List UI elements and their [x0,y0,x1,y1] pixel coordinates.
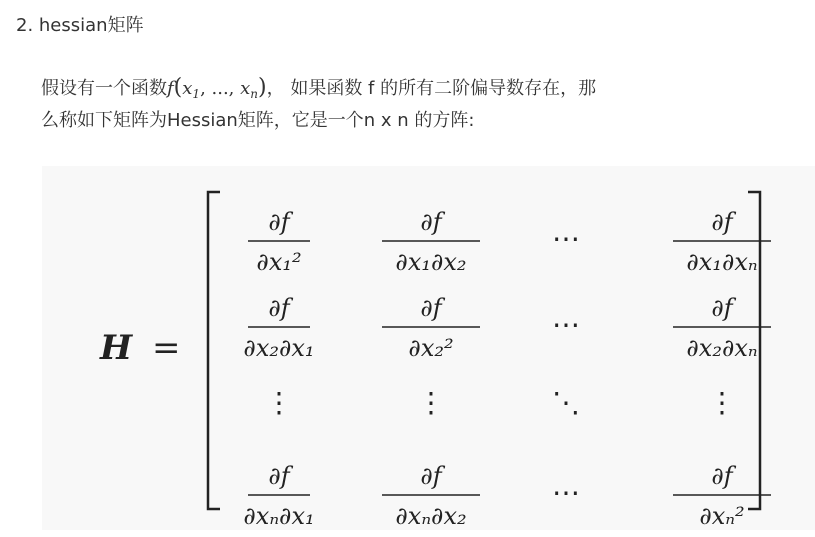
hessian-matrix-formula [42,166,815,530]
line1-suffix: ， 如果函数 f 的所有二阶偏导数存在，那 [266,78,597,99]
matrix-ellipsis: ⋯ [552,222,580,255]
partial-numerator: ∂f [420,462,442,490]
paragraph-line-2: 么称如下矩阵为Hessian矩阵，它是一个n x n 的方阵: [41,110,475,131]
partial-denominator: ∂x₁∂xₙ [686,248,758,276]
partial-numerator: ∂f [420,208,442,236]
function-separator: , ..., [200,78,241,99]
matrix-ellipsis: ⋯ [552,476,580,509]
open-paren: ( [173,75,183,100]
function-arg-2: x [240,78,251,99]
section-heading: 2. hessian矩阵 [16,15,144,36]
description-paragraph [41,72,811,137]
function-arg-1: x [182,78,193,99]
partial-denominator: ∂x₁² [256,248,302,276]
matrix-ellipsis: ⋮ [417,386,445,419]
matrix-ellipsis: ⋱ [552,386,580,419]
partial-denominator: ∂x₂∂xₙ [686,334,758,362]
partial-numerator: ∂f [711,294,733,322]
matrix-cells [243,208,771,530]
close-paren: ) [258,75,267,100]
partial-denominator: ∂xₙ∂x₁ [243,502,315,530]
partial-numerator: ∂f [711,208,733,236]
partial-denominator: ∂x₂² [408,334,454,362]
line1-prefix: 假设有一个函数 [41,78,167,99]
matrix-ellipsis: ⋮ [708,386,736,419]
left-bracket [208,192,220,509]
function-sub-1: 1 [192,87,201,101]
hessian-formula-block [42,166,815,530]
matrix-ellipsis: ⋮ [265,386,293,419]
matrix-symbol-h: H [100,328,133,368]
partial-numerator: ∂f [420,294,442,322]
function-sub-2: n [250,87,259,101]
partial-denominator: ∂xₙ² [699,502,745,530]
equals-sign: = [152,328,181,368]
partial-numerator: ∂f [268,462,290,490]
function-expression [167,75,267,101]
function-name: f [167,78,174,99]
matrix-ellipsis: ⋯ [552,308,580,341]
partial-numerator: ∂f [711,462,733,490]
paragraph-line-1 [41,72,811,105]
partial-denominator: ∂x₁∂x₂ [395,248,467,276]
partial-denominator: ∂x₂∂x₁ [243,334,315,362]
partial-numerator: ∂f [268,294,290,322]
partial-denominator: ∂xₙ∂x₂ [395,502,467,530]
partial-numerator: ∂f [268,208,290,236]
